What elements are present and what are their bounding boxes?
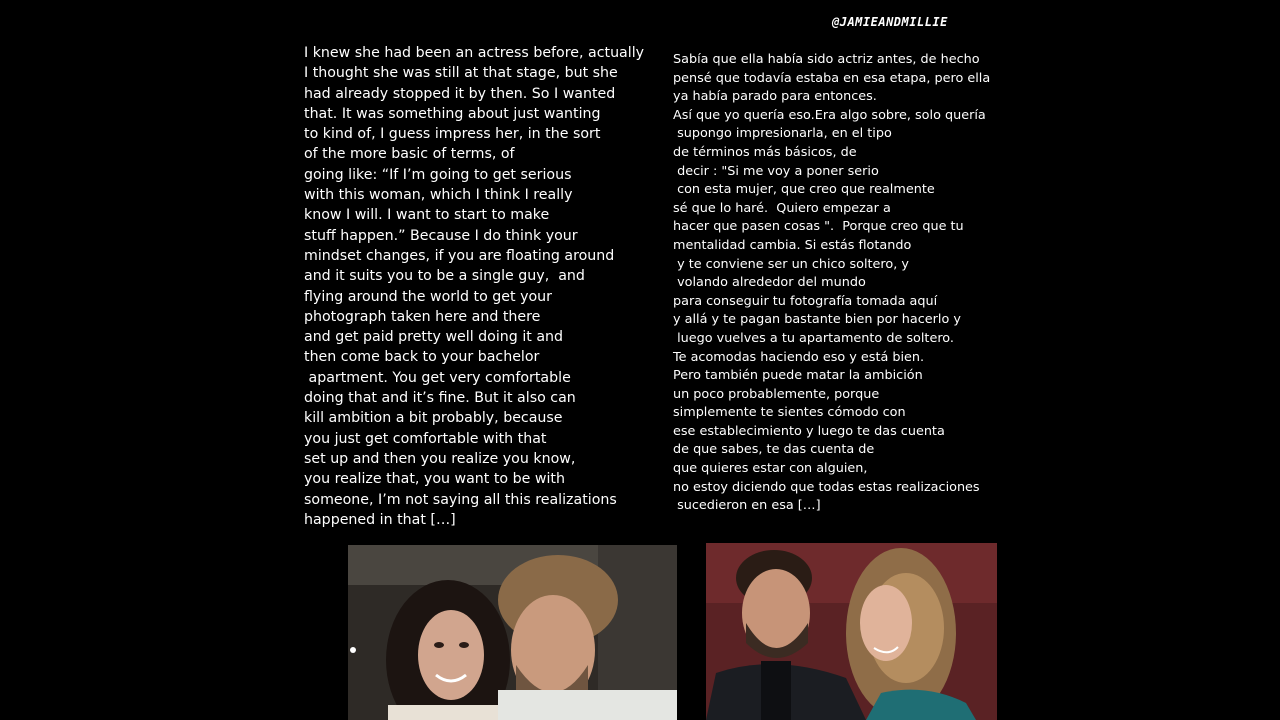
spanish-text-line: pensé que todavía estaba en esa etapa, pero ella (673, 70, 991, 86)
spanish-text-line: hacer que pasen cosas ". Porque creo que tu (673, 219, 964, 235)
couple-selfie-photo (348, 545, 677, 720)
spanish-text-line: luego vuelves a tu apartamento de soltero. (673, 330, 954, 346)
spanish-text-line: simplemente te sientes cómodo con (673, 405, 906, 421)
spanish-text-line: no estoy diciendo que todas estas realizaciones (673, 479, 980, 495)
english-text-line: had already stopped it by then. So I wanted (304, 85, 616, 102)
english-text-line: I knew she had been an actress before, actually (304, 45, 645, 61)
english-text-line: someone, I’m not saying all this realizations (304, 491, 617, 508)
spanish-text-line: Así que yo quería eso.Era algo sobre, solo quería (673, 107, 986, 123)
instagram-handle: @JAMIEANDMILLIE (832, 15, 948, 29)
english-text-column (304, 43, 644, 530)
english-text-line: I thought she was still at that stage, but she (304, 65, 618, 82)
spanish-text-line: ese establecimiento y luego te das cuenta (673, 423, 945, 439)
spanish-text-line: para conseguir tu fotografía tomada aquí (673, 293, 938, 309)
english-text-line: apartment. You get very comfortable (304, 369, 571, 386)
spanish-text-line: que quieres estar con alguien, (673, 461, 868, 477)
spanish-text-line: decir : "Si me voy a poner serio (673, 163, 879, 179)
spanish-text-line: ya había parado para entonces. (673, 89, 877, 105)
english-text-line: know I will. I want to start to make (304, 207, 550, 224)
english-text-line: going like: “If I’m going to get serious (304, 166, 572, 183)
english-text-line: mindset changes, if you are floating around (304, 247, 615, 264)
english-text-line: doing that and it’s fine. But it also can (304, 390, 576, 407)
english-text-line: then come back to your bachelor (304, 349, 540, 366)
english-text-line: photograph taken here and there (304, 308, 541, 325)
spanish-text-line: y allá y te pagan bastante bien por hacerlo y (673, 312, 961, 328)
spanish-text-line: supongo impresionarla, en el tipo (673, 126, 892, 142)
spanish-text-line: sé que lo haré. Quiero empezar a (673, 200, 891, 216)
spanish-text-line: sucedieron en esa […] (673, 498, 821, 514)
spanish-text-line: volando alrededor del mundo (673, 275, 866, 291)
spanish-text-column (673, 51, 990, 516)
english-text-line: with this woman, which I think I really (304, 187, 573, 204)
english-text-line: kill ambition a bit probably, because (304, 410, 563, 427)
spanish-text-line: un poco probablemente, porque (673, 386, 880, 402)
spanish-text-line: Sabía que ella había sido actriz antes, de hecho (673, 52, 980, 67)
english-text-line: of the more basic of terms, of (304, 146, 515, 163)
spanish-text-line: de que sabes, te das cuenta de (673, 442, 875, 458)
spanish-text-line: Pero también puede matar la ambición (673, 368, 923, 384)
english-text-line: flying around the world to get your (304, 288, 553, 305)
spanish-text-line: y te conviene ser un chico soltero, y (673, 256, 909, 272)
spanish-text-line: mentalidad cambia. Si estás flotando (673, 237, 912, 253)
english-text-line: that. It was something about just wanting (304, 105, 601, 122)
english-text-line: to kind of, I guess impress her, in the sort (304, 126, 601, 143)
english-text-line: you realize that, you want to be with (304, 471, 565, 488)
english-text-line: and get paid pretty well doing it and (304, 329, 564, 346)
red-carpet-photo (706, 543, 997, 720)
english-text-line: happened in that […] (304, 511, 456, 528)
spanish-text-line: de términos más básicos, de (673, 144, 857, 160)
english-text-line: stuff happen.” Because I do think your (304, 227, 578, 244)
spanish-text-line: con esta mujer, que creo que realmente (673, 182, 935, 198)
english-text-line: set up and then you realize you know, (304, 450, 576, 467)
spanish-text-line: Te acomodas haciendo eso y está bien. (673, 349, 925, 365)
english-text-line: and it suits you to be a single guy, and (304, 268, 585, 285)
english-text-line: you just get comfortable with that (304, 430, 547, 447)
